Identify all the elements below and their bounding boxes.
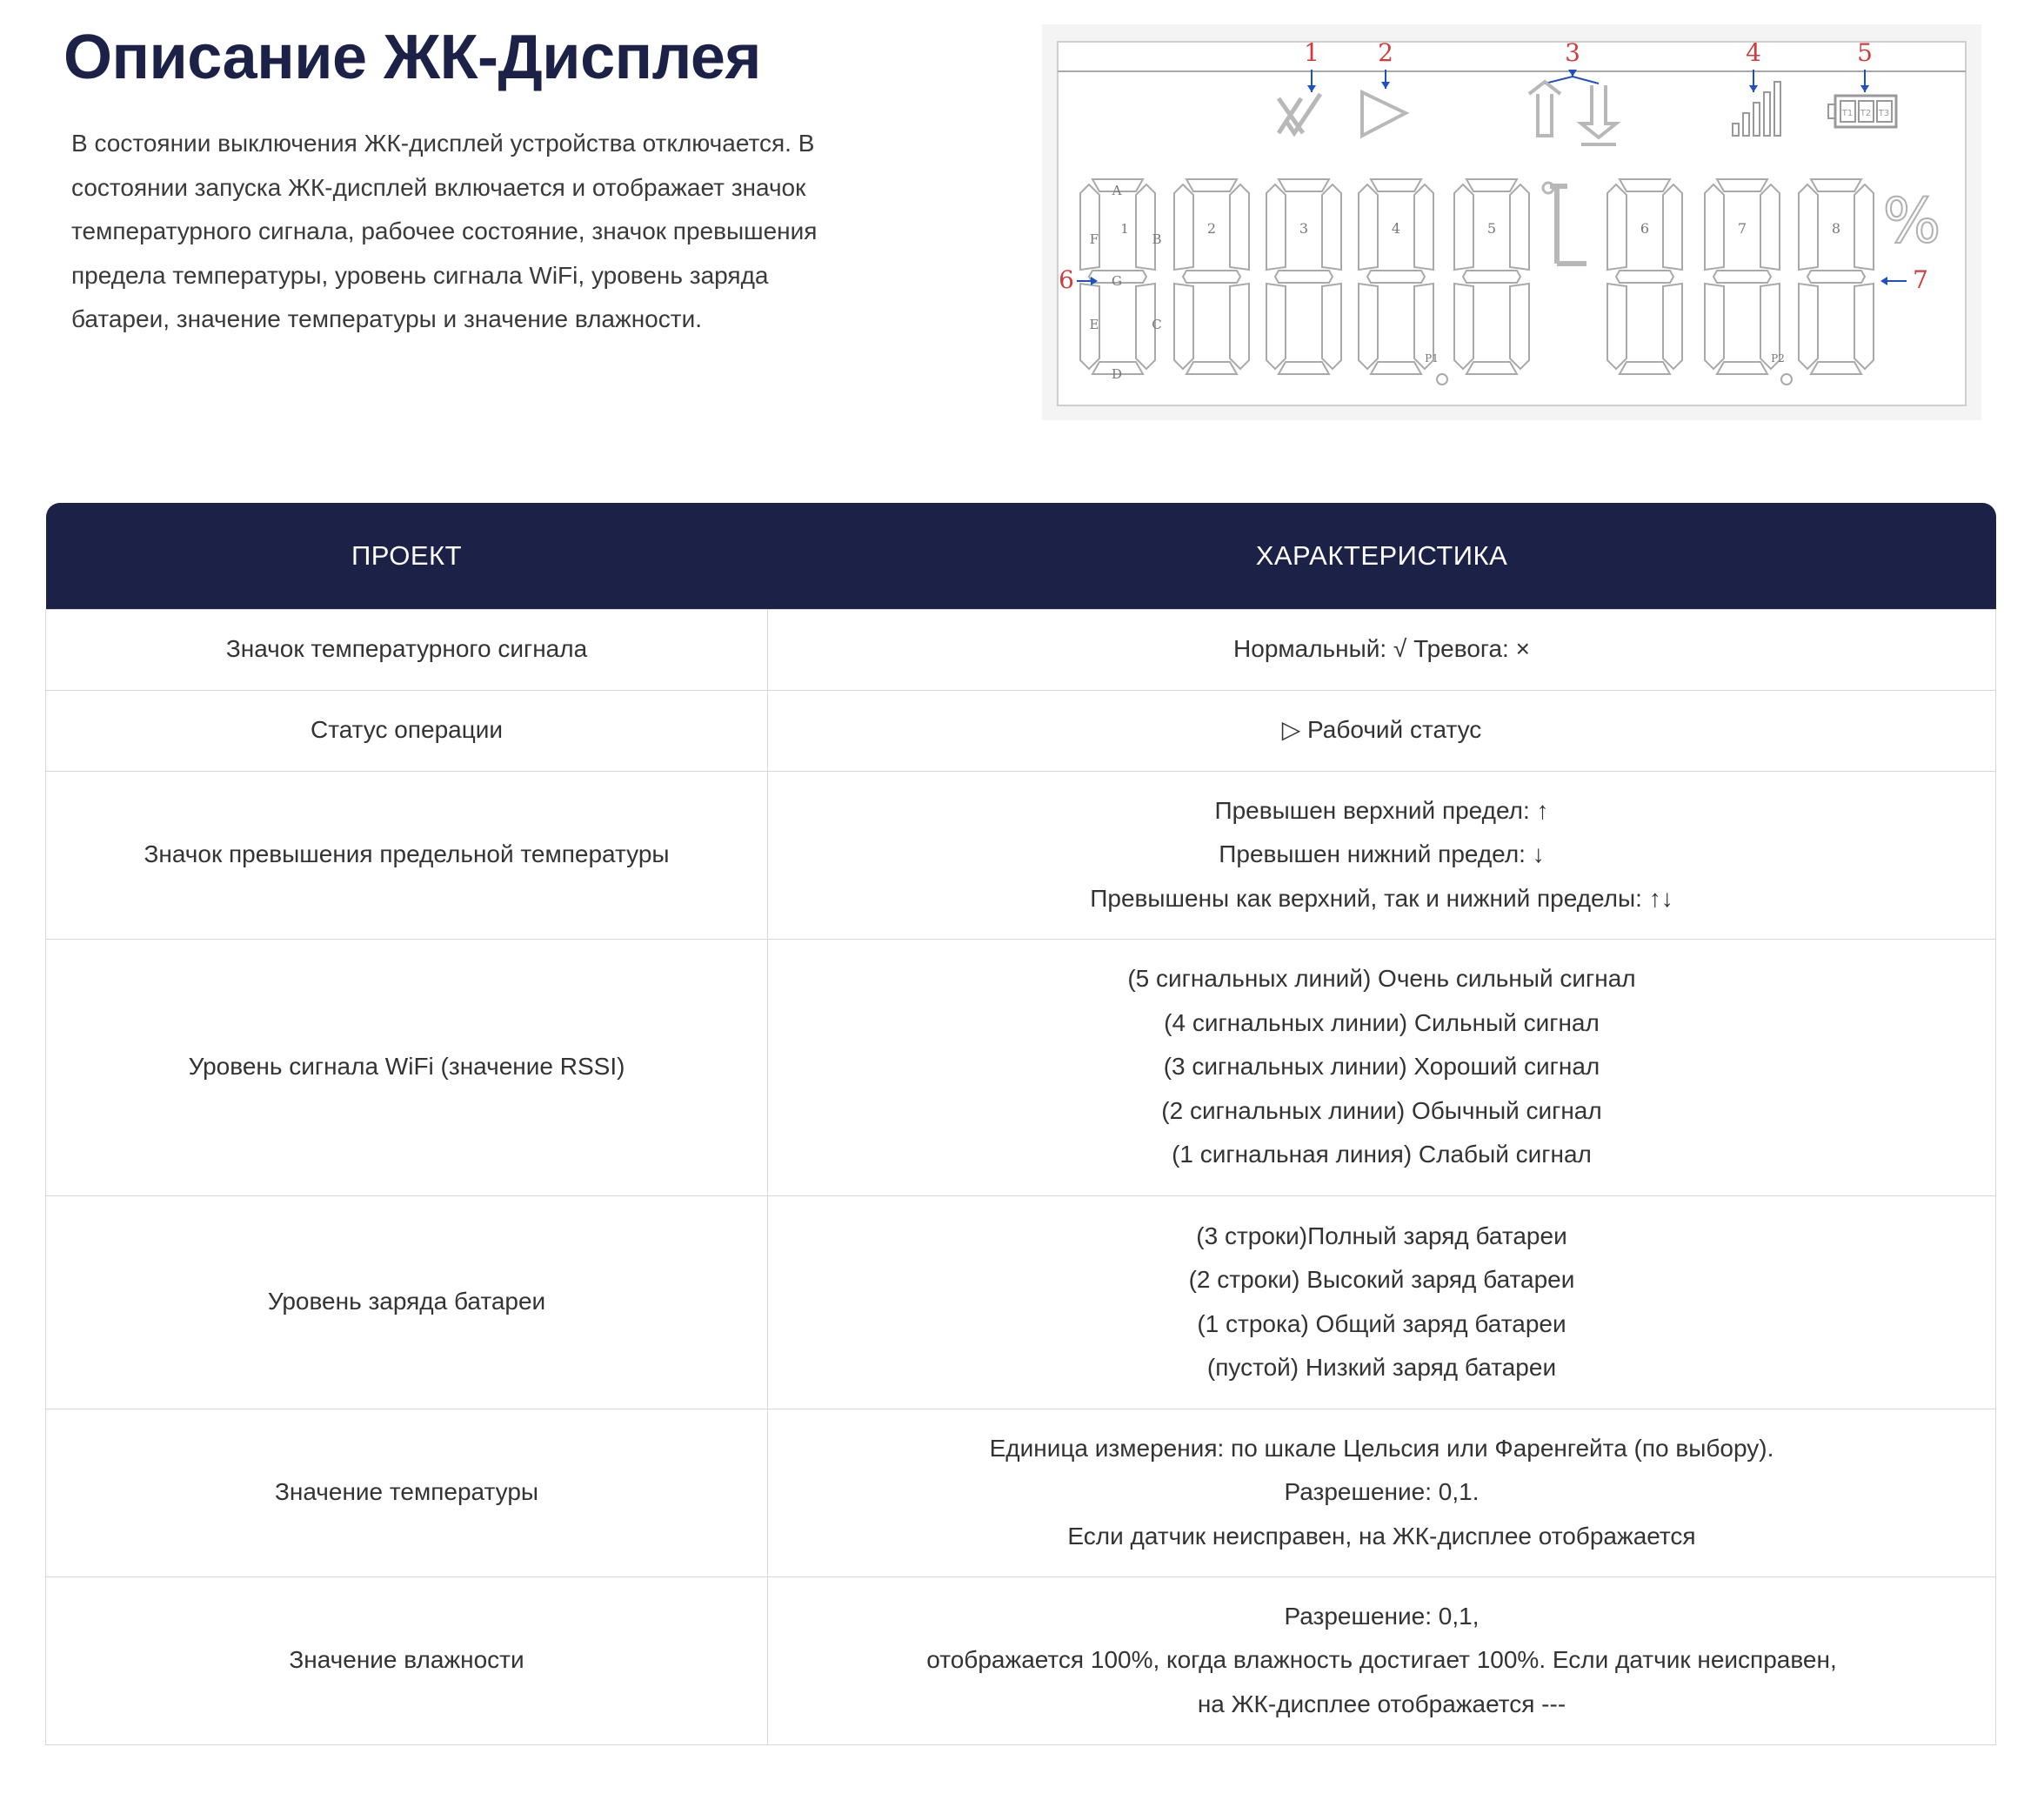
header-project: ПРОЕКТ [46, 503, 768, 609]
digit-label: 5 [1486, 220, 1497, 237]
characteristic-line: (2 сигнальных линии) Обычный сигнал [1161, 1096, 1602, 1124]
spec-table [45, 503, 1996, 1745]
callout-number: 3 [1565, 38, 1580, 67]
digit-label: 2 [1206, 220, 1217, 237]
table-row [46, 939, 1996, 1195]
characteristic-cell [768, 1195, 1996, 1409]
table-row [46, 690, 1996, 771]
callout-number: 4 [1746, 38, 1761, 67]
digit-label: 7 [1737, 220, 1747, 237]
battery-cell-label: T3 [1878, 109, 1890, 118]
characteristic-line: (3 сигнальных линии) Хороший сигнал [1163, 1053, 1600, 1081]
characteristic-line: Единица измерения: по шкале Цельсия или Фаренгейта (по выбору). [989, 1434, 1774, 1462]
digit-label: 8 [1831, 220, 1841, 237]
callout-number: 7 [1913, 265, 1928, 294]
project-cell: Статус операции [46, 690, 768, 771]
project-cell: Значок температурного сигнала [46, 609, 768, 690]
characteristic-cell [768, 609, 1996, 690]
segment-letter: 1 [1120, 221, 1129, 237]
characteristic-line: отображается 100%, когда влажность достигает 100%. Если датчик неисправен, [926, 1646, 1837, 1674]
table-row [46, 1576, 1996, 1744]
project-cell: Уровень сигнала WiFi (значение RSSI) [46, 939, 768, 1195]
digit-label: 6 [1640, 220, 1650, 237]
characteristic-line: (2 строки) Высокий заряд батареи [1188, 1266, 1575, 1293]
characteristic-cell [768, 939, 1996, 1195]
header-characteristic: ХАРАКТЕРИСТИКА [768, 503, 1996, 609]
characteristic-line: (5 сигнальных линий) Очень сильный сигнал [1127, 965, 1636, 993]
percent-symbol: % [1882, 185, 1941, 257]
segment-letter: A [1112, 183, 1122, 198]
project-cell: Уровень заряда батареи [46, 1195, 768, 1409]
project-cell: Значение влажности [46, 1576, 768, 1744]
page-title: Описание ЖК-Дисплея [63, 23, 761, 92]
callout-number: 1 [1304, 38, 1319, 67]
table-header-row [46, 503, 1996, 609]
segment-letter: C [1152, 317, 1162, 332]
table-row [46, 1409, 1996, 1576]
characteristic-line: (1 строка) Общий заряд батареи [1197, 1309, 1566, 1337]
characteristic-line: Превышен нижний предел: ↓ [1219, 840, 1545, 868]
callout-number: 2 [1378, 38, 1393, 67]
characteristic-cell [768, 690, 1996, 771]
characteristic-line: (пустой) Низкий заряд батареи [1206, 1354, 1557, 1381]
project-cell: Значение температуры [46, 1409, 768, 1576]
segment-letter: E [1089, 317, 1099, 332]
characteristic-line: Превышены как верхний, так и нижний пределы: ↑↓ [1090, 884, 1673, 912]
table-row [46, 1195, 1996, 1409]
point-label: P1 [1425, 352, 1439, 365]
digit-label: 4 [1391, 220, 1401, 237]
characteristic-cell [768, 1409, 1996, 1576]
battery-cell-label: T1 [1841, 109, 1854, 118]
table-row [46, 609, 1996, 690]
battery-cell-label: T2 [1860, 109, 1872, 118]
point-label: P2 [1771, 352, 1785, 365]
table-body [46, 609, 1996, 1744]
characteristic-line: (3 строки)Полный заряд батареи [1196, 1222, 1567, 1249]
characteristic-cell [768, 771, 1996, 939]
characteristic-cell [768, 1576, 1996, 1744]
characteristic-line: на ЖК-дисплее отображается --- [1197, 1690, 1566, 1717]
characteristic-line: Разрешение: 0,1, [1284, 1602, 1480, 1630]
characteristic-line: Нормальный: √ Тревога: × [1233, 635, 1530, 663]
characteristic-line: (4 сигнальных линии) Сильный сигнал [1164, 1008, 1600, 1036]
callout-number: 6 [1059, 265, 1074, 294]
characteristic-line: Превышен верхний предел: ↑ [1214, 796, 1549, 824]
characteristic-line: (1 сигнальная линия) Слабый сигнал [1172, 1141, 1592, 1168]
lcd-diagram [1042, 24, 1981, 420]
segment-letter: F [1089, 231, 1099, 247]
digit-label: 3 [1299, 220, 1309, 237]
callout-number: 5 [1857, 38, 1873, 67]
segment-letter: D [1111, 366, 1123, 382]
segment-letter: B [1152, 231, 1162, 247]
characteristic-line: Если датчик неисправен, на ЖК-дисплее отображается [1067, 1522, 1696, 1550]
segment-letter: G [1112, 273, 1122, 289]
project-cell: Значок превышения предельной температуры [46, 771, 768, 939]
table-row [46, 771, 1996, 939]
lcd-diagram-svg [1042, 24, 1981, 420]
characteristic-line: Разрешение: 0,1. [1284, 1478, 1480, 1506]
characteristic-line: ▷ Рабочий статус [1281, 716, 1482, 744]
intro-paragraph: В состоянии выключения ЖК-дисплей устройства отключается. В состоянии запуска ЖК-дисплей включается и отображает значок температурного сигнала, рабочее состояние, значок превышения предела температуры, уровень сигнала WiFi, уровень заряда батареи, значение температуры и значение влажности. [71, 130, 818, 332]
